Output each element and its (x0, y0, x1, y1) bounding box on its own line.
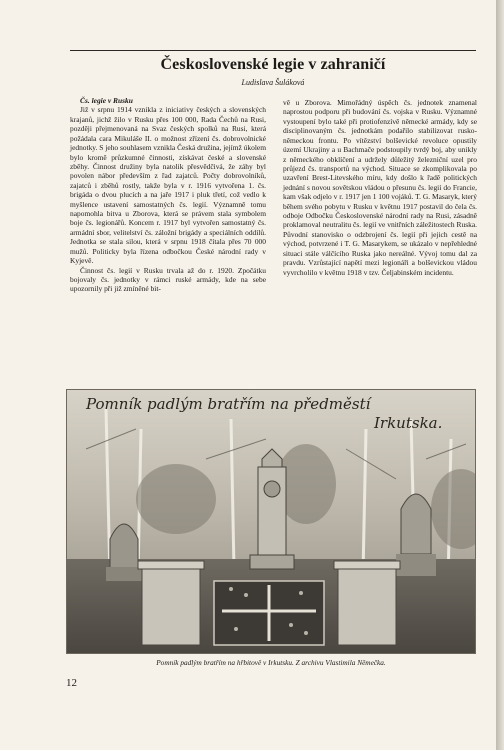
section-heading: Čs. legie v Rusku (80, 96, 133, 105)
photo-inscription-line-1: Pomník padlým bratřím na předměstí (86, 395, 371, 413)
paragraph: Již v srpnu 1914 vznikla z iniciativy českých a slovenských krajanů, jichž žilo v Rusku přes 100 000, Rada Čechů na Rusi, později přejmenovaná na Svaz českých spolků na Rusi, která požádala cara Mikuláše II. o možnost zřízení čs. dobrovolnické jednotky. S jeho souhlasem vznikla Česká družina, jejímž úkolem bylo kromě průzkumné činnosti, získávat české a slovenské zběhy. Činnost družiny byla natolik přesvědčivá, že záhy byl povolen nábor především z řad zajatců. Počty dobrovolníků, zajatců i zběhů rostly, takže byla v r. 1916 vytvořena 1. čs. brigáda o dvou plucích a na jaře 1917 i pluk třetí, což vedlo k myšlence ustavení samostatných čs. legií. Významně tomu napomohla bitva u Zborova, která se právem stala symbolem boje čs. legionářů. Koncem r. 1917 byl vytvořen samostatný čs. armádní sbor, velitelství čs. záložní brigády a speciálních oddílů. Jednotka se stala silou, která v srpnu 1918 čítala přes 70 000 mužů. Politicky byla řízena odbočkou České národní rady v Kyjevě. (70, 105, 266, 266)
paragraph: Činnost čs. legií v Rusku trvala až do r. 1920. Zpočátku bojovaly čs. jednotky v rámci ruské armády, kde na sebe upozornily při již zmíněné bit- (70, 265, 266, 294)
right-text-column (283, 98, 477, 277)
header-rule (70, 50, 476, 51)
article-title: Československé legie v zahraničí (160, 56, 386, 73)
photo-caption: Pomník padlým bratřím na hřbitově v Irkutsku. Z archivu Vlastimila Němečka. (156, 658, 386, 667)
page-number: 12 (66, 677, 77, 689)
book-page-edge (496, 0, 504, 750)
photo-inscription-line-2: Irkutska. (374, 414, 443, 432)
historic-photo (66, 389, 476, 654)
article-author: Ludislava Šuláková (241, 78, 305, 87)
paragraph: vě u Zborova. Mimořádný úspěch čs. jednotek znamenal naprostou podporu při budování čs. vojska v Rusku. Významné vystoupení bylo také při protiofenzívě německé armády, kdy se disciplinovaným čs. jednotkám podařilo stabilizovat rusko-německou frontu. Po vítězství bolševické revoluce opustily území Ukrajiny a u Bachmače podstoupily tvrdý boj, aby unikly z německého obklíčení a udržely důležitý železniční uzel pro průjezd čs. transportů na východ. Situace se zkomplikovala po uzavření Brest-Litevského míru, kdy došlo k řadě politických jednání s novou sovětskou vládou o přesunu čs. legií do Francie, kam však odjelo v r. 1917 jen 1 100 vojáků. T. G. Masaryk, který během svého pobytu v Rusku v květnu 1917 postavil do čela čs. odboje Odbočku Československé národní rady na Rusi, zásadně proklamoval neutralitu čs. legií ve vnitřních záležitostech Ruska. Původní stanovisko o odzbrojení čs. legií při jejich cestě na východ, potvrzené i T. G. Masarykem, se ukázalo v nepřehledné situaci stále válčícího Ruska jako nereálné. Vývoj tomu dal za pravdu. Vzrůstající napětí mezi legionáři a bolševickou vládou vyvrcholilo v květnu 1918 v tzv. Čeljabinském incidentu. (283, 98, 477, 277)
left-text-column (70, 96, 266, 294)
